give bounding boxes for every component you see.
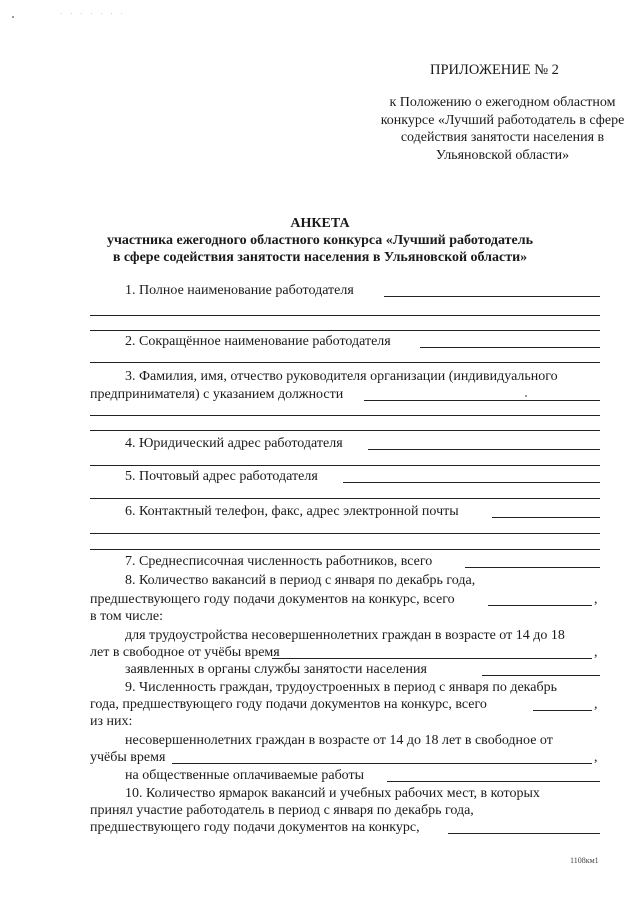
item-4-field[interactable] xyxy=(368,449,600,450)
item-9-comma: , xyxy=(594,697,598,712)
item-8-comma: , xyxy=(594,592,598,607)
item-8-field[interactable] xyxy=(488,605,592,606)
item-7-field[interactable] xyxy=(465,567,600,568)
item-5-field[interactable] xyxy=(343,482,600,483)
item-8-sub1-comma: , xyxy=(594,645,598,660)
item-9-sub1-comma: , xyxy=(594,750,598,765)
item-4-field-line2[interactable] xyxy=(90,465,600,466)
item-6-field[interactable] xyxy=(492,517,600,518)
item-3-label-line2: предпринимателя) с указанием должности xyxy=(90,387,344,402)
scan-dot xyxy=(12,16,14,18)
document-code: 1108км1 xyxy=(570,856,599,865)
item-9-sub1-field[interactable] xyxy=(172,763,592,764)
item-8-label-line1: 8. Количество вакансий в период с января по декабрь года, xyxy=(125,573,476,588)
item-1-field-line2[interactable] xyxy=(90,315,600,316)
item-9-label-line2: года, предшествующего году подачи документов на конкурс, всего xyxy=(90,697,487,712)
item-10-field[interactable] xyxy=(448,833,600,834)
item-3-field[interactable] xyxy=(364,400,600,401)
item-4-label: 4. Юридический адрес работодателя xyxy=(125,436,343,451)
item-5-label: 5. Почтовый адрес работодателя xyxy=(125,469,318,484)
item-8-including: в том числе: xyxy=(90,609,163,624)
form-subtitle-line2: в сфере содействия занятости населения в Ульяновской области» xyxy=(112,250,528,265)
appendix-label: ПРИЛОЖЕНИЕ № 2 xyxy=(430,62,559,78)
item-9-sub1-line2: учёбы время xyxy=(90,750,166,765)
item-3-field-line3[interactable] xyxy=(90,430,600,431)
item-2-field[interactable] xyxy=(420,347,600,348)
item-9-of-them: из них: xyxy=(90,714,133,729)
item-6-field-line3[interactable] xyxy=(90,549,600,550)
item-9-label-line1: 9. Численность граждан, трудоустроенных в период с января по декабрь xyxy=(125,680,557,695)
item-8-sub2-label: заявленных в органы службы занятости населения xyxy=(125,662,427,677)
appendix-reference: к Положению о ежегодном областном конкурсе «Лучший работодатель в сфере содействия занятости населения в Ульяновской области» xyxy=(380,95,625,163)
item-1-label: 1. Полное наименование работодателя xyxy=(125,283,354,298)
item-3-label-line1: 3. Фамилия, имя, отчество руководителя организации (индивидуального xyxy=(125,369,558,384)
item-8-sub2-field[interactable] xyxy=(482,675,600,676)
item-8-sub1-line2: лет в свободное от учёбы время xyxy=(90,645,280,660)
item-9-field[interactable] xyxy=(533,710,592,711)
item-5-field-line2[interactable] xyxy=(90,498,600,499)
item-10-label-line3: предшествующего году подачи документов на конкурс, xyxy=(90,820,420,835)
item-8-sub1-line1: для трудоустройства несовершеннолетних граждан в возрасте от 14 до 18 xyxy=(125,628,565,643)
item-1-field-line3[interactable] xyxy=(90,330,600,331)
form-title: АНКЕТА xyxy=(290,216,350,231)
item-10-label-line1: 10. Количество ярмарок вакансий и учебных рабочих мест, в которых xyxy=(125,786,540,801)
item-6-label: 6. Контактный телефон, факс, адрес электронной почты xyxy=(125,504,459,519)
item-2-label: 2. Сокращённое наименование работодателя xyxy=(125,334,391,349)
form-subtitle-line1: участника ежегодного областного конкурса «Лучший работодатель xyxy=(107,233,533,248)
item-9-sub2-label: на общественные оплачиваемые работы xyxy=(125,768,365,783)
item-10-label-line2: принял участие работодатель в период с января по декабрь года, xyxy=(90,803,474,818)
item-3-field-line2[interactable] xyxy=(90,415,600,416)
item-9-sub2-field[interactable] xyxy=(387,781,600,782)
item-8-label-line2: предшествующего году подачи документов на конкурс, всего xyxy=(90,592,455,607)
item-7-label: 7. Среднесписочная численность работников, всего xyxy=(125,554,433,569)
item-1-field[interactable] xyxy=(384,296,600,297)
item-8-sub1-field[interactable] xyxy=(272,658,592,659)
scan-specks: · · · · · · · xyxy=(60,10,126,18)
item-9-sub1-line1: несовершеннолетних граждан в возрасте от 14 до 18 лет в свободное от xyxy=(125,733,553,748)
item-2-field-line2[interactable] xyxy=(90,362,600,363)
item-6-field-line2[interactable] xyxy=(90,533,600,534)
scan-dot xyxy=(525,395,527,397)
